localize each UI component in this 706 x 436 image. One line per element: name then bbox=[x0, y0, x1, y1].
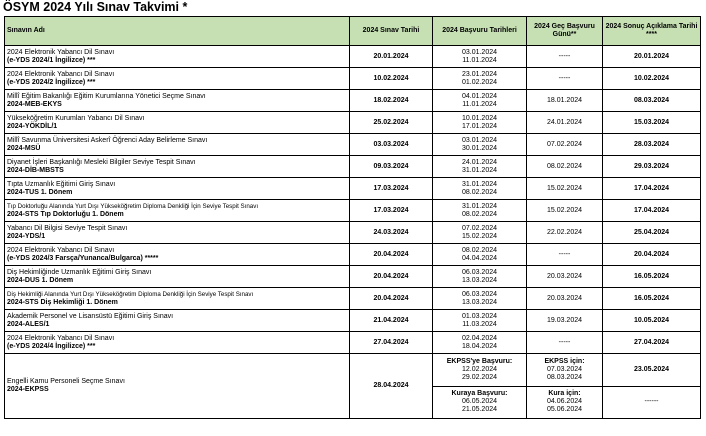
table-row bbox=[5, 354, 701, 387]
exam-code: 2024-MEB-EKYS bbox=[7, 100, 62, 108]
application-end: 29.02.2024 bbox=[461, 373, 498, 381]
exam-code: 2024-MSÜ bbox=[7, 144, 41, 152]
exam-name-cell bbox=[5, 134, 350, 156]
late-application-date: ----- bbox=[527, 332, 603, 354]
late-application-date: ----- bbox=[527, 46, 603, 68]
exam-name: Yabancı Dil Bilgisi Seviye Tespit Sınavı bbox=[7, 224, 128, 232]
application-end: 17.01.2024 bbox=[461, 122, 498, 130]
table-row bbox=[5, 156, 701, 178]
exam-name: Diyanet İşleri Başkanlığı Mesleki Bilgiler Seviye Tespit Sınavı bbox=[7, 158, 196, 166]
late-application-date-2: 08.03.2024 bbox=[546, 373, 583, 381]
application-start: 23.01.2024 bbox=[461, 70, 498, 78]
application-start: 06.03.2024 bbox=[461, 290, 498, 298]
application-end: 30.01.2024 bbox=[461, 144, 498, 152]
exam-name-cell bbox=[5, 244, 350, 266]
application-start: 24.01.2024 bbox=[461, 158, 498, 166]
application-start: 03.01.2024 bbox=[461, 136, 498, 144]
result-date: 16.05.2024 bbox=[603, 266, 701, 288]
application-dates-cell bbox=[433, 244, 527, 266]
exam-name-cell bbox=[5, 68, 350, 90]
exam-date: 24.03.2024 bbox=[350, 222, 433, 244]
exam-name-cell bbox=[5, 222, 350, 244]
exam-date: 10.02.2024 bbox=[350, 68, 433, 90]
table-row bbox=[5, 332, 701, 354]
application-dates-cell bbox=[433, 90, 527, 112]
late-application-date: 20.03.2024 bbox=[527, 266, 603, 288]
result-date: 10.02.2024 bbox=[603, 68, 701, 90]
exam-name-cell bbox=[5, 156, 350, 178]
exam-code: 2024-EKPSS bbox=[7, 386, 49, 393]
exam-name: 2024 Elektronik Yabancı Dil Sınavı bbox=[7, 246, 115, 254]
application-dates-cell bbox=[433, 46, 527, 68]
table-row bbox=[5, 222, 701, 244]
application-dates-cell bbox=[433, 288, 527, 310]
application-end: 08.02.2024 bbox=[461, 188, 498, 196]
application-start: 01.03.2024 bbox=[461, 312, 498, 320]
late-application-date: 18.01.2024 bbox=[527, 90, 603, 112]
application-end: 11.03.2024 bbox=[462, 320, 497, 328]
table-row bbox=[5, 68, 701, 90]
application-dates-cell bbox=[433, 112, 527, 134]
exam-code: 2024-TUS 1. Dönem bbox=[7, 188, 73, 196]
application-dates-cell bbox=[433, 222, 527, 244]
exam-date: 28.04.2024 bbox=[350, 354, 433, 419]
lottery-application-cell bbox=[433, 386, 527, 419]
lottery-late-label: Kura için: bbox=[548, 390, 581, 398]
exam-name: 2024 Elektronik Yabancı Dil Sınavı bbox=[7, 70, 115, 78]
late-application-date: 07.02.2024 bbox=[527, 134, 603, 156]
table-row bbox=[5, 266, 701, 288]
exam-name-cell bbox=[5, 310, 350, 332]
table-row bbox=[5, 244, 701, 266]
exam-code: 2024-YÖKDİL/1 bbox=[7, 122, 58, 130]
lottery-application-label: Kuraya Başvuru: bbox=[451, 390, 508, 398]
late-application-cell bbox=[527, 354, 603, 387]
result-date: 10.05.2024 bbox=[603, 310, 701, 332]
application-start: 08.02.2024 bbox=[461, 246, 498, 254]
lottery-late-cell bbox=[527, 386, 603, 419]
application-dates-cell bbox=[433, 68, 527, 90]
exam-name: Engelli Kamu Personeli Seçme Sınavı bbox=[7, 378, 125, 385]
application-start: 06.03.2024 bbox=[461, 268, 498, 276]
table-header-row bbox=[5, 17, 701, 46]
exam-code: 2024-ALES/1 bbox=[7, 320, 50, 328]
application-start: 07.02.2024 bbox=[461, 224, 498, 232]
application-end: 15.02.2024 bbox=[461, 232, 498, 240]
application-end: 31.01.2024 bbox=[461, 166, 498, 174]
exam-date: 17.03.2024 bbox=[350, 178, 433, 200]
ekpss-application-label: EKPSS'ye Başvuru: bbox=[446, 357, 513, 365]
late-application-date: 19.03.2024 bbox=[527, 310, 603, 332]
lottery-application-end: 21.05.2024 bbox=[461, 406, 498, 414]
late-application-date: 24.01.2024 bbox=[527, 112, 603, 134]
exam-date: 17.03.2024 bbox=[350, 200, 433, 222]
exam-date: 27.04.2024 bbox=[350, 332, 433, 354]
late-application-date: 22.02.2024 bbox=[527, 222, 603, 244]
exam-name-cell bbox=[5, 178, 350, 200]
header-exam-name: Sınavın Adı bbox=[5, 17, 350, 46]
result-date: 25.04.2024 bbox=[603, 222, 701, 244]
exam-code: (e-YDS 2024/3 Farsça/Yunanca/Bulgarca) ***** bbox=[7, 254, 159, 262]
application-start: 31.01.2024 bbox=[461, 202, 498, 210]
application-end: 04.04.2024 bbox=[461, 254, 498, 262]
result-date: 08.03.2024 bbox=[603, 90, 701, 112]
application-dates-cell bbox=[433, 200, 527, 222]
application-dates-cell bbox=[433, 332, 527, 354]
exam-code: (e-YDS 2024/1 İngilizce) *** bbox=[7, 56, 96, 64]
exam-date: 20.04.2024 bbox=[350, 244, 433, 266]
exam-name: Yükseköğretim Kurumları Yabancı Dil Sınavı bbox=[7, 114, 145, 122]
exam-name-cell bbox=[5, 200, 350, 222]
header-result-date: 2024 Sonuç Açıklama Tarihi **** bbox=[603, 17, 701, 46]
exam-schedule-table bbox=[4, 16, 701, 419]
exam-code: 2024-DİB-MBSTS bbox=[7, 166, 64, 174]
application-start: 04.01.2024 bbox=[461, 92, 498, 100]
table-row bbox=[5, 288, 701, 310]
lottery-late-date-2: 05.06.2024 bbox=[546, 406, 583, 414]
late-application-date: 07.03.2024 bbox=[546, 365, 583, 373]
exam-date: 03.03.2024 bbox=[350, 134, 433, 156]
result-date: 20.04.2024 bbox=[603, 244, 701, 266]
lottery-application-start: 06.05.2024 bbox=[461, 398, 498, 406]
result-date: 17.04.2024 bbox=[603, 200, 701, 222]
application-dates-cell bbox=[433, 134, 527, 156]
table-row bbox=[5, 112, 701, 134]
exam-code: (e-YDS 2024/4 İngilizce) *** bbox=[7, 342, 96, 350]
table-row bbox=[5, 310, 701, 332]
exam-date: 25.02.2024 bbox=[350, 112, 433, 134]
lottery-late-date: 04.06.2024 bbox=[546, 398, 583, 406]
exam-name: 2024 Elektronik Yabancı Dil Sınavı bbox=[7, 48, 115, 56]
exam-name: Tıp Doktorluğu Alanında Yurt Dışı Yükseköğretim Diploma Denkliği İçin Seviye Tespit Sınavı bbox=[7, 202, 259, 210]
application-dates-cell bbox=[433, 310, 527, 332]
late-application-date: 15.02.2024 bbox=[527, 178, 603, 200]
application-start: 31.01.2024 bbox=[461, 180, 498, 188]
application-start: 03.01.2024 bbox=[461, 48, 498, 56]
result-date: 20.01.2024 bbox=[603, 46, 701, 68]
exam-date: 20.04.2024 bbox=[350, 266, 433, 288]
exam-name-cell bbox=[5, 288, 350, 310]
result-date: 27.04.2024 bbox=[603, 332, 701, 354]
exam-name: Millî Eğitim Bakanlığı Eğitim Kurumlarına Yönetici Seçme Sınavı bbox=[7, 92, 206, 100]
application-end: 11.01.2024 bbox=[462, 56, 497, 64]
exam-name: Tıpta Uzmanlık Eğitimi Giriş Sınavı bbox=[7, 180, 116, 188]
late-application-date: 08.02.2024 bbox=[527, 156, 603, 178]
exam-name: Akademik Personel ve Lisansüstü Eğitimi Giriş Sınavı bbox=[7, 312, 174, 320]
application-end: 11.01.2024 bbox=[462, 100, 497, 108]
result-date: 17.04.2024 bbox=[603, 178, 701, 200]
late-application-date: ----- bbox=[527, 244, 603, 266]
application-dates-cell bbox=[433, 354, 527, 387]
application-end: 18.04.2024 bbox=[461, 342, 498, 350]
exam-date: 20.01.2024 bbox=[350, 46, 433, 68]
header-application-dates: 2024 Başvuru Tarihleri bbox=[433, 17, 527, 46]
late-application-date: 15.02.2024 bbox=[527, 200, 603, 222]
header-late-application: 2024 Geç Başvuru Günü** bbox=[527, 17, 603, 46]
application-start: 10.01.2024 bbox=[461, 114, 498, 122]
result-date: 15.03.2024 bbox=[603, 112, 701, 134]
application-dates-cell bbox=[433, 178, 527, 200]
exam-name-cell bbox=[5, 90, 350, 112]
application-start: 12.02.2024 bbox=[461, 365, 498, 373]
exam-code: (e-YDS 2024/2 İngilizce) *** bbox=[7, 78, 96, 86]
exam-name: 2024 Elektronik Yabancı Dil Sınavı bbox=[7, 334, 115, 342]
exam-name: Diş Hekimliği Alanında Yurt Dışı Yükseköğretim Diploma Denkliği İçin Seviye Tespit Sınavı bbox=[7, 290, 254, 298]
exam-name-cell bbox=[5, 112, 350, 134]
exam-date: 20.04.2024 bbox=[350, 288, 433, 310]
table-row bbox=[5, 178, 701, 200]
exam-date: 09.03.2024 bbox=[350, 156, 433, 178]
lottery-result-date: ------ bbox=[603, 386, 701, 419]
table-row bbox=[5, 134, 701, 156]
ekpss-late-label: EKPSS için: bbox=[544, 357, 585, 365]
table-row bbox=[5, 90, 701, 112]
result-date: 16.05.2024 bbox=[603, 288, 701, 310]
exam-date: 18.02.2024 bbox=[350, 90, 433, 112]
application-dates-cell bbox=[433, 266, 527, 288]
table-row bbox=[5, 46, 701, 68]
exam-code: 2024-STS Diş Hekimliği 1. Dönem bbox=[7, 298, 118, 306]
exam-name-cell bbox=[5, 46, 350, 68]
result-date: 23.05.2024 bbox=[603, 354, 701, 387]
table-row bbox=[5, 200, 701, 222]
application-dates-cell bbox=[433, 156, 527, 178]
application-start: 02.04.2024 bbox=[461, 334, 498, 342]
exam-name: Millî Savunma Üniversitesi Askerî Öğrenci Aday Belirleme Sınavı bbox=[7, 136, 208, 144]
exam-name-cell bbox=[5, 354, 350, 419]
application-end: 01.02.2024 bbox=[461, 78, 498, 86]
exam-name-cell bbox=[5, 266, 350, 288]
application-end: 08.02.2024 bbox=[461, 210, 498, 218]
application-end: 13.03.2024 bbox=[461, 276, 498, 284]
result-date: 28.03.2024 bbox=[603, 134, 701, 156]
late-application-date: 20.03.2024 bbox=[527, 288, 603, 310]
exam-code: 2024-STS Tıp Doktorluğu 1. Dönem bbox=[7, 210, 124, 218]
application-end: 13.03.2024 bbox=[461, 298, 498, 306]
header-exam-date: 2024 Sınav Tarihi bbox=[350, 17, 433, 46]
exam-code: 2024-DUS 1. Dönem bbox=[7, 276, 74, 284]
exam-code: 2024-YDS/1 bbox=[7, 232, 46, 240]
exam-name-cell bbox=[5, 332, 350, 354]
late-application-date: ----- bbox=[527, 68, 603, 90]
result-date: 29.03.2024 bbox=[603, 156, 701, 178]
page-title: ÖSYM 2024 Yılı Sınav Takvimi * bbox=[3, 0, 188, 14]
exam-name: Diş Hekimliğinde Uzmanlık Eğitimi Giriş Sınavı bbox=[7, 268, 152, 276]
exam-date: 21.04.2024 bbox=[350, 310, 433, 332]
